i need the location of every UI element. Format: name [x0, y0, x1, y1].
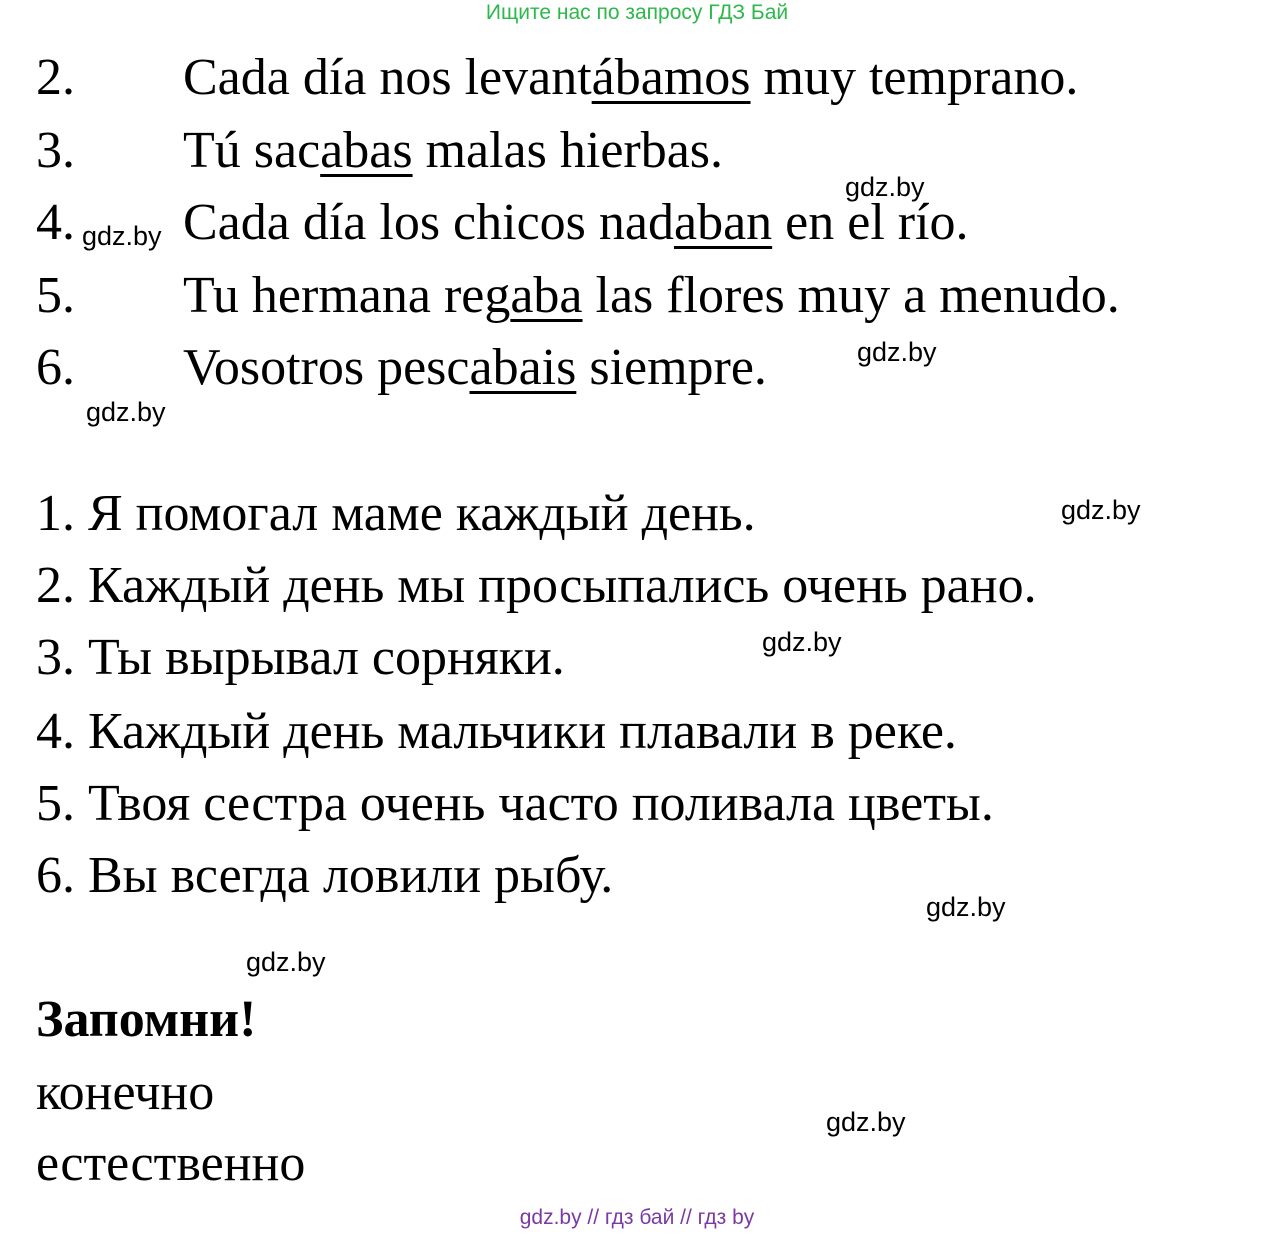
- watermark: gdz.by: [246, 947, 326, 977]
- sentence-part: siempre.: [576, 339, 767, 396]
- sentence-part: Tú sac: [183, 122, 321, 179]
- watermark: gdz.by: [762, 627, 842, 657]
- verb-ending: aba: [510, 267, 583, 324]
- sentence-text: [183, 121, 723, 181]
- verb-ending: abais: [469, 339, 577, 396]
- sentence-number: 6.: [36, 339, 75, 396]
- sentence-part: malas hierbas.: [412, 122, 724, 179]
- verb-ending: aban: [673, 194, 773, 251]
- footer-links: gdz.by // гдз бай // гдз by: [519, 1206, 755, 1229]
- russian-sentence: 1. Я помогал маме каждый день.: [36, 485, 756, 542]
- watermark: gdz.by: [1061, 495, 1141, 525]
- sentence-number: 5.: [36, 267, 75, 324]
- verb-ending: ábamos: [591, 49, 751, 106]
- sentence-text: [183, 266, 1120, 326]
- russian-sentence: 2. Каждый день мы просыпались очень рано.: [36, 557, 1037, 614]
- watermark: gdz.by: [86, 397, 166, 427]
- russian-sentence: 3. Ты вырывал сорняки.: [36, 629, 565, 686]
- sentence-number: 3.: [36, 122, 75, 179]
- sentence-text: [183, 48, 1078, 108]
- russian-sentence: 5. Твоя сестра очень часто поливала цветы.: [36, 775, 994, 832]
- verb-ending: abas: [320, 122, 413, 179]
- watermark: gdz.by: [826, 1107, 906, 1137]
- russian-sentence: 6. Вы всегда ловили рыбу.: [36, 847, 614, 904]
- sentence-part: Cada día nos levant: [183, 49, 592, 106]
- watermark: gdz.by: [926, 892, 1006, 922]
- top-banner: Ищите нас по запросу ГДЗ Бай: [485, 1, 789, 24]
- remember-word: конечно: [36, 1064, 215, 1121]
- sentence-number: 4.: [36, 194, 75, 251]
- sentence-part: las flores muy a menudo.: [582, 267, 1120, 324]
- remember-title: Запомни!: [36, 991, 257, 1048]
- russian-sentence: 4. Каждый день мальчики плавали в реке.: [36, 703, 957, 760]
- watermark: gdz.by: [82, 221, 162, 251]
- sentence-part: Cada día los chicos nad: [183, 194, 674, 251]
- sentence-part: en el río.: [772, 194, 969, 251]
- remember-word: естественно: [36, 1135, 306, 1192]
- watermark: gdz.by: [845, 172, 925, 202]
- sentence-text: [183, 338, 767, 398]
- sentence-part: muy temprano.: [750, 49, 1079, 106]
- sentence-part: Vosotros pesc: [183, 339, 470, 396]
- sentence-part: Tu hermana reg: [183, 267, 511, 324]
- watermark: gdz.by: [857, 337, 937, 367]
- sentence-number: 2.: [36, 49, 75, 106]
